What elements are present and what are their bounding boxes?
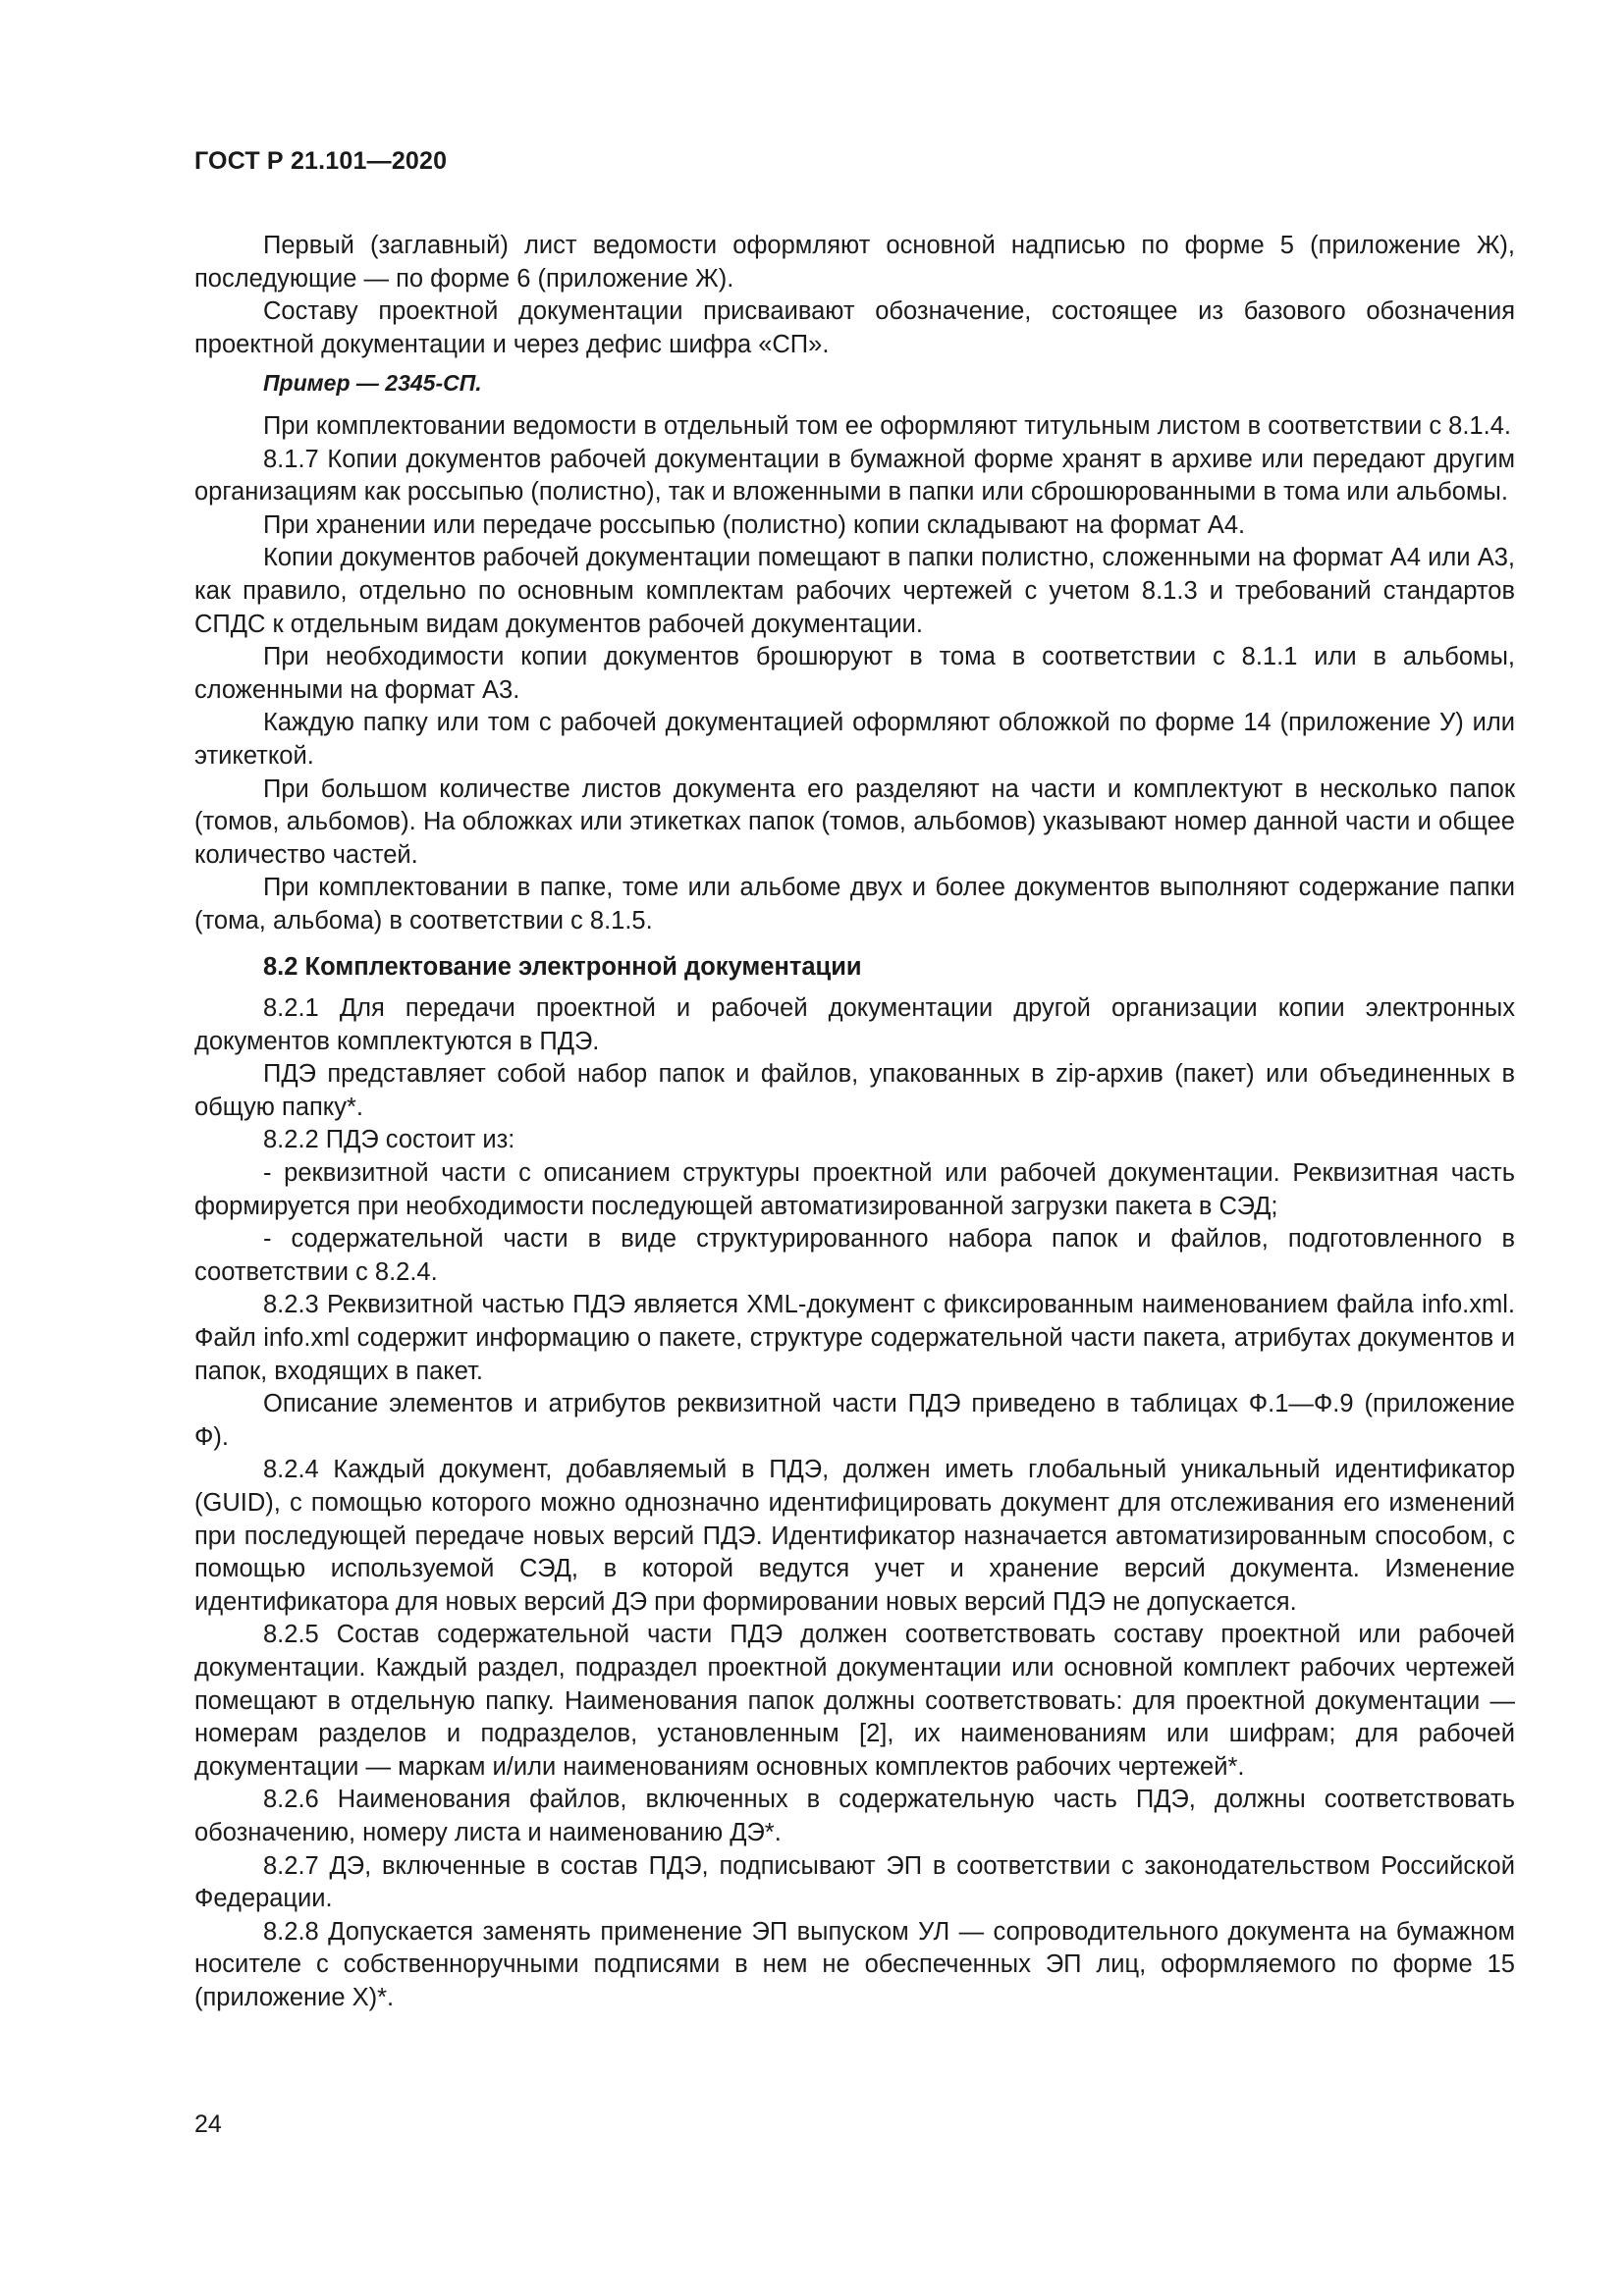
document-body (194, 230, 1515, 2014)
paragraph: Составу проектной документации присваивают обозначение, состоящее из базового обозначения проектной документации и через дефис шифра «СП». (194, 297, 1515, 358)
paragraph: 8.2.3 Реквизитной частью ПДЭ является XML-документ с фиксированным наименованием файла info.xml. Файл info.xml содержит информацию о пакете, структуре содержательной части пакета, атрибутах документов и папок, входящих в пакет. (194, 1291, 1515, 1385)
paragraph: 8.2.4 Каждый документ, добавляемый в ПДЭ, должен иметь глобальный уникальный идентификатор (GUID), с помощью которого можно однозначно идентифицировать документ для отслеживания его изменений при последующей передаче новых версий ПДЭ. Идентификатор назначается автоматизированным способом, с помощью используемой СЭД, в которой ведутся учет и хранение версий документа. Изменение идентификатора для новых версий ДЭ при формировании новых версий ПДЭ не допускается. (194, 1456, 1515, 1616)
paragraph: При хранении или передаче россыпью (полистно) копии складывают на формат А4. (263, 510, 1246, 539)
paragraph: 8.2.7 ДЭ, включенные в состав ПДЭ, подписывают ЭП в соответствии с законодательством Российской Федерации. (194, 1851, 1515, 1913)
paragraph: 8.1.7 Копии документов рабочей документации в бумажной форме хранят в архиве или передают другим организациям как россыпью (полистно), так и вложенными в папки или сброшюрованными в тома или альбомы. (194, 445, 1515, 507)
document-code-header: ГОСТ Р 21.101—2020 (194, 147, 448, 175)
list-item: - реквизитной части с описанием структуры проектной или рабочей документации. Реквизитная часть формируется при необходимости последующей автоматизированной загрузки пакета в СЭД; (194, 1159, 1515, 1220)
paragraph: При большом количестве листов документа его разделяют на части и комплектуют в несколько папок (томов, альбомов). На обложках или этикетках папок (томов, альбомов) указывают номер данной части и общее количество частей. (194, 774, 1515, 869)
paragraph: 8.2.2 ПДЭ состоит из: (263, 1126, 515, 1154)
list-item: - содержательной части в виде структурированного набора папок и файлов, подготовленного в соответствии с 8.2.4. (194, 1225, 1515, 1286)
paragraph: 8.2.8 Допускается заменять применение ЭП выпуском УЛ — сопроводительного документа на бумажном носителе с собственноручными подписями в нем не обеспеченных ЭП лиц, оформляемого по форме 15 (приложение Х)*. (194, 1917, 1515, 2011)
paragraph: 8.2.6 Наименования файлов, включенных в содержательную часть ПДЭ, должны соответствовать обозначению, номеру листа и наименованию ДЭ*. (194, 1786, 1515, 1846)
paragraph: При необходимости копии документов брошюруют в тома в соответствии с 8.1.1 или в альбомы, сложенными на формат А3. (194, 643, 1515, 704)
paragraph: Первый (заглавный) лист ведомости оформляют основной надписью по форме 5 (приложение Ж), последующие — по форме 6 (приложение Ж). (194, 232, 1515, 293)
paragraph: Описание элементов и атрибутов реквизитной части ПДЭ приведено в таблицах Ф.1—Ф.9 (приложение Ф). (194, 1390, 1515, 1451)
paragraph: 8.2.5 Состав содержательной части ПДЭ должен соответствовать составу проектной или рабочей документации. Каждый раздел, подраздел проектной документации или основной комплект рабочих чертежей помещают в отдельную папку. Наименования папок должны соответствовать: для проектной документации — номерам разделов и подразделов, установленным [2], их наименованиям или шифрам; для рабочей документации — маркам и/или наименованиям основных комплектов рабочих чертежей*. (194, 1621, 1515, 1781)
page-number: 24 (194, 2110, 222, 2138)
example-note: Пример — 2345-СП. (263, 370, 482, 397)
paragraph: Копии документов рабочей документации помещают в папки полистно, сложенными на формат А4 или А3, как правило, отдельно по основным комплектам рабочих чертежей с учетом 8.1.3 и требований стандартов СПДС к отдельным видам документов рабочей документации. (194, 544, 1515, 638)
paragraph: ПДЭ представляет собой набор папок и файлов, упакованных в zip-архив (пакет) или объединенных в общую папку*. (194, 1060, 1515, 1121)
section-heading: 8.2 Комплектование электронной документации (263, 953, 862, 982)
paragraph: Каждую папку или том с рабочей документацией оформляют обложкой по форме 14 (приложение У) или этикеткой. (194, 709, 1515, 770)
paragraph: При комплектовании в папке, томе или альбоме двух и более документов выполняют содержание папки (тома, альбома) в соответствии с 8.1.5. (194, 874, 1515, 934)
paragraph: При комплектовании ведомости в отдельный том ее оформляют титульным листом в соответствии с 8.1.4. (263, 411, 1511, 440)
paragraph: 8.2.1 Для передачи проектной и рабочей документации другой организации копии электронных документов комплектуются в ПДЭ. (194, 994, 1515, 1055)
